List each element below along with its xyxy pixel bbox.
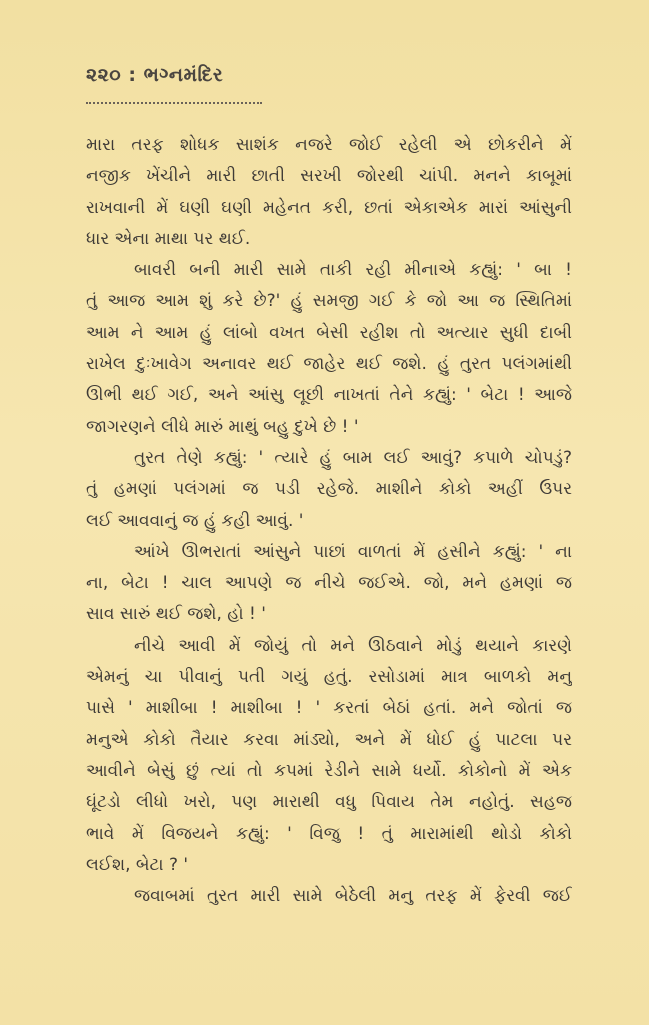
text-line: પાસે ' માશીબા ! માશીબા ! ' કરતાં બેઠાં હતાં. મને જોતાં જ xyxy=(86,698,572,719)
text-line: આમ ને આમ હું લાંબો વખત બેસી રહીશ તો અત્યાર સુધી દાબી xyxy=(86,322,572,343)
text-line: જવાબમાં તુરત મારી સામે બેઠેલી મનુ તરફ મેં ફેરવી જઈ xyxy=(134,886,572,907)
text-line: આવીને બેસું છું ત્યાં તો કપમાં રેડીને સામે ધર્યો. કોકોનો મેં એક xyxy=(86,760,572,781)
text-line: તું આજ આમ શું કરે છે?' હું સમજી ગઈ કે જો આ જ સ્થિતિમાં xyxy=(86,291,572,312)
text-line: આંખે ઊભરાતાં આંસુને પાછાં વાળતાં મેં હસીને કહ્યું: ' ના xyxy=(134,541,572,562)
header-separator: : xyxy=(128,64,137,86)
text-line: ઊભી થઈ ગઈ, અને આંસુ લૂછી નાખતાં તેને કહ્યું: ' બેટા ! આજે xyxy=(86,385,572,406)
text-line: બાવરી બની મારી સામે તાકી રહી મીનાએ કહ્યું: ' બા ! xyxy=(134,260,572,281)
running-head xyxy=(86,64,223,86)
text-line: લઈશ, બેટા ? ' xyxy=(86,854,189,875)
body-text xyxy=(86,130,572,912)
text-line: નીચે આવી મેં જોયું તો મને ઊઠવાને મોડું થયાને કારણે xyxy=(134,635,572,656)
text-line: તું હમણાં પલંગમાં જ પડી રહેજે. માશીને કોકો અહીં ઉપર xyxy=(86,479,572,500)
text-line: મારા તરફ શોધક સાશંક નજરે જોઈ રહેલી એ છોકરીને મેં xyxy=(86,135,572,155)
text-line: રાખેલ દુઃખાવેગ અનાવર થઈ જાહેર થઈ જશે. હું તુરત પલંગમાંથી xyxy=(86,354,572,375)
page-number: ૨૨૦ xyxy=(86,64,122,86)
text-line: તુરત તેણે કહ્યું: ' ત્યારે હું બામ લઈ આવું? કપાળે ચોપડું? xyxy=(134,447,572,468)
text-line: ધાર એના માથા પર થઈ. xyxy=(86,228,251,249)
text-line: ઘૂંટડો લીધો ખરો, પણ મારાથી વધુ પિવાય તેમ નહોતું. સહજ xyxy=(86,792,572,813)
text-line: જાગરણને લીધે મારું માથું બહુ દુખે છે ! ' xyxy=(86,416,359,437)
text-line: સાવ સારું થઈ જશે, હો ! ' xyxy=(86,604,266,625)
text-line: લઈ આવવાનું જ હું કહી આવું. ' xyxy=(86,510,304,531)
text-line: એમનું ચા પીવાનું પતી ગયું હતું. રસોડામાં માત્ર બાળકો મનુ xyxy=(86,667,572,688)
header-rule xyxy=(86,99,262,104)
text-line: રાખવાની મેં ઘણી ઘણી મહેનત કરી, છતાં એકાએક મારાં આંસુની xyxy=(86,197,572,218)
text-line: ના, બેટા ! ચાલ આપણે જ નીચે જઈએ. જો, મને હમણાં જ xyxy=(86,573,572,594)
text-line: નજીક ખેંચીને મારી છાતી સરખી જોરથી ચાંપી. મનને કાબૂમાં xyxy=(86,166,572,187)
text-line: ભાવે મેં વિજયને કહ્યું: ' વિજુ ! તું મારામાંથી થોડો કોકો xyxy=(86,823,572,844)
book-title: ભગ્નમંદિર xyxy=(143,64,224,86)
text-line: મનુએ કોકો તૈયાર કરવા માંડ્યો, અને મેં ધોઈ હું પાટલા પર xyxy=(86,729,572,750)
